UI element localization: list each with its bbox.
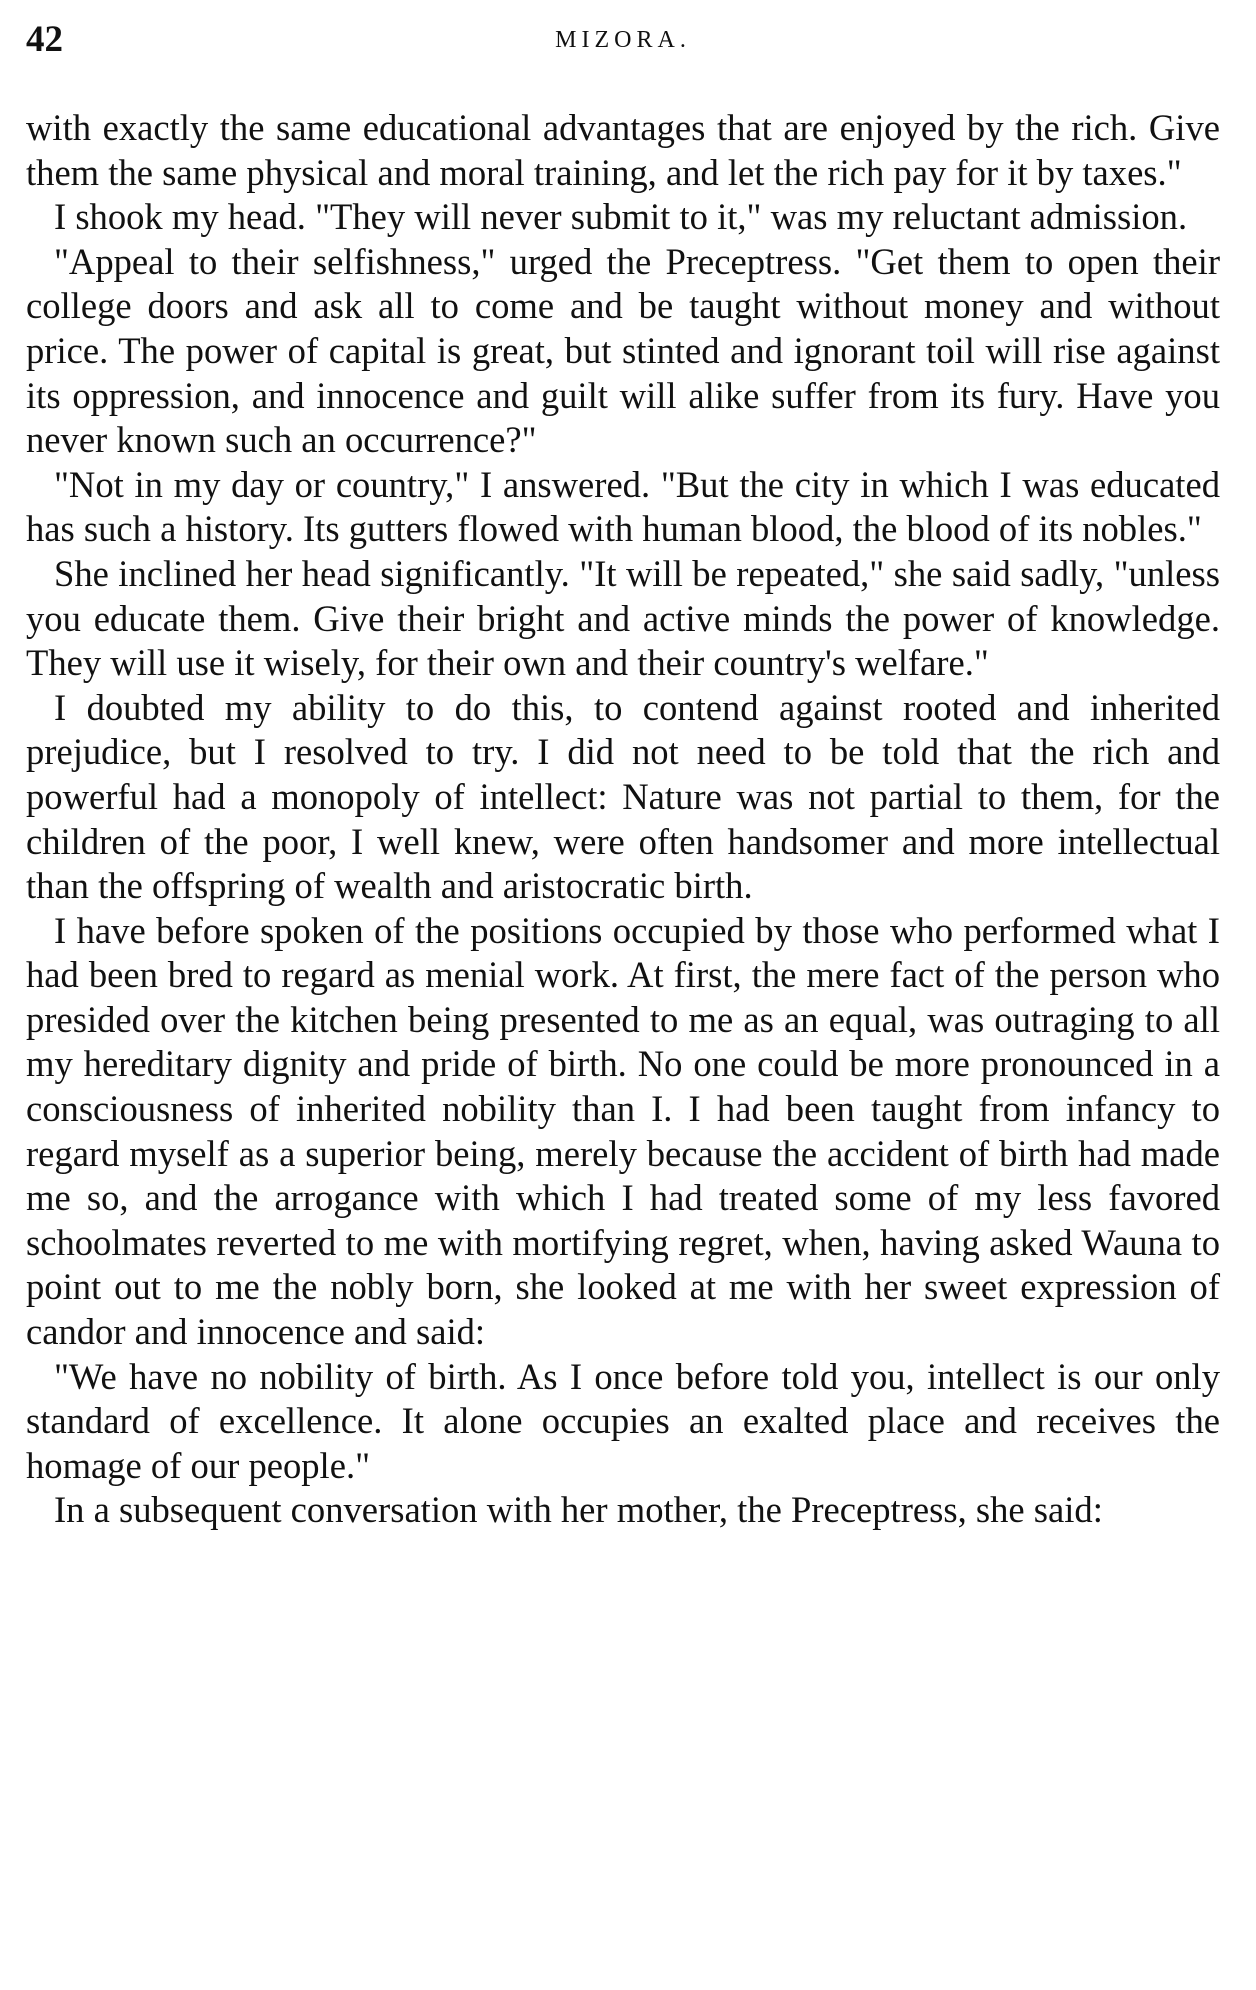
page-number: 42 (26, 19, 63, 60)
paragraph: "Appeal to their selfishness," urged the Preceptress. "Get them to open their college doors and ask all to come and be taught without money and without price. The power of capital is great, but stinted and ignorant toil will rise against its oppression, and innocence and guilt will alike suffer from its fury. Have you never known such an occurrence?" (26, 240, 1220, 461)
paragraph: She inclined her head significantly. "It will be repeated," she said sadly, "unless you educate them. Give their bright and active minds the power of knowledge. They will use it wisely, for their own and their country's welfare." (26, 552, 1220, 684)
running-title: MIZORA. (555, 27, 691, 53)
paragraph: I shook my head. "They will never submit to it," was my reluctant admission. (54, 196, 1188, 238)
paragraph: "We have no nobility of birth. As I once before told you, intellect is our only standard of excellence. It alone occupies an exalted place and receives the homage of our people." (26, 1355, 1220, 1486)
page-header (26, 14, 1220, 66)
paragraph: "Not in my day or country," I answered. "But the city in which I was educated has such a history. Its gutters flowed with human blood, the blood of its nobles." (26, 463, 1220, 550)
book-page (26, 14, 1220, 1533)
body-text (26, 106, 1220, 1533)
paragraph: In a subsequent conversation with her mother, the Preceptress, she said: (54, 1489, 1103, 1531)
paragraph-continuation: with exactly the same educational advantages that are enjoyed by the rich. Give them the same physical and moral training, and let the rich pay for it by taxes." (26, 107, 1220, 193)
paragraph: I have before spoken of the positions occupied by those who performed what I had been bred to regard as menial work. At first, the mere fact of the person who presided over the kitchen being presented to me as an equal, was outraging to all my hereditary dignity and pride of birth. No one could be more pronounced in a consciousness of inherited nobility than I. I had been taught from infancy to regard myself as a superior being, merely because the accident of birth had made me so, and the arrogance with which I had treated some of my less favored schoolmates reverted to me with mortifying regret, when, having asked Wauna to point out to me the nobly born, she looked at me with her sweet expression of candor and innocence and said: (26, 909, 1220, 1353)
paragraph: I doubted my ability to do this, to contend against rooted and inherited prejudice, but I resolved to try. I did not need to be told that the rich and powerful had a monopoly of intellect: Nature was not partial to them, for the children of the poor, I well knew, were often handsomer and more intellectual than the offspring of wealth and aristocratic birth. (26, 686, 1220, 907)
